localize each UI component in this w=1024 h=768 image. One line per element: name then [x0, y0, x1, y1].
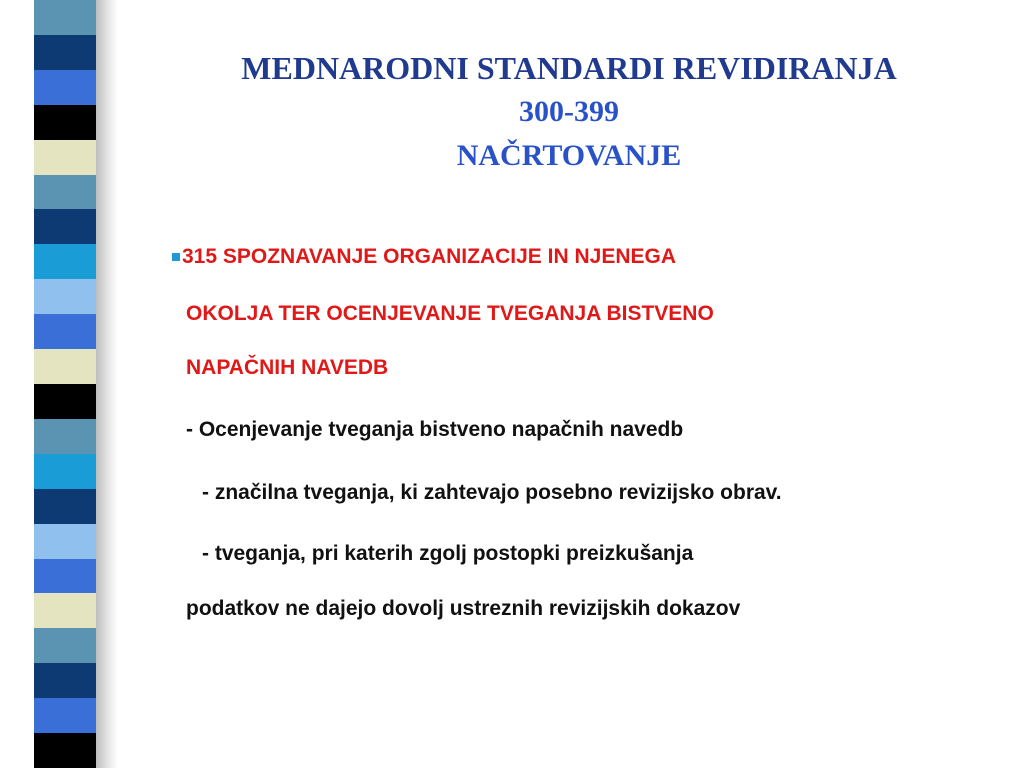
stripe-block: [34, 524, 96, 559]
bullet-line-1-text: 315 SPOZNAVANJE ORGANIZACIJE IN NJENEGA: [182, 245, 676, 268]
stripe-block: [34, 559, 96, 594]
item-risks-line-2: podatkov ne dajejo dovolj ustreznih revizijskih dokazov: [186, 597, 741, 620]
stripe-block: [34, 454, 96, 489]
decorative-stripe: [34, 0, 96, 768]
stripe-block: [34, 175, 96, 210]
stripe-block: [34, 314, 96, 349]
stripe-block: [34, 698, 96, 733]
stripe-block: [34, 733, 96, 768]
bullet-line-3: NAPAČNIH NAVEDB: [186, 356, 389, 379]
title-line-2: 300-399: [519, 95, 619, 128]
stripe-block: [34, 384, 96, 419]
stripe-block: [34, 419, 96, 454]
stripe-block: [34, 628, 96, 663]
stripe-block: [34, 70, 96, 105]
title-line-3: NAČRTOVANJE: [456, 139, 682, 172]
slide-title: [130, 46, 1008, 178]
stripe-block: [34, 279, 96, 314]
stripe-block: [34, 140, 96, 175]
title-line-1: MEDNARODNI STANDARDI REVIDIRANJA: [241, 50, 897, 86]
stripe-block: [34, 0, 96, 35]
bullet-line-2: OKOLJA TER OCENJEVANJE TVEGANJA BISTVENO: [186, 302, 714, 325]
stripe-block: [34, 244, 96, 279]
item-significant-risks: - značilna tveganja, ki zahtevajo posebno revizijsko obrav.: [202, 481, 782, 504]
item-risks-line-1: - tveganja, pri katerih zgolj postopki preizkušanja: [202, 542, 694, 565]
stripe-block: [34, 35, 96, 70]
stripe-block: [34, 489, 96, 524]
item-assessment: - Ocenjevanje tveganja bistveno napačnih navedb: [186, 418, 684, 441]
stripe-block: [34, 663, 96, 698]
square-bullet-icon: [172, 253, 180, 261]
stripe-shadow: [96, 0, 118, 768]
stripe-block: [34, 209, 96, 244]
stripe-block: [34, 105, 96, 140]
bullet-line-1: [172, 245, 676, 269]
stripe-block: [34, 349, 96, 384]
stripe-block: [34, 593, 96, 628]
